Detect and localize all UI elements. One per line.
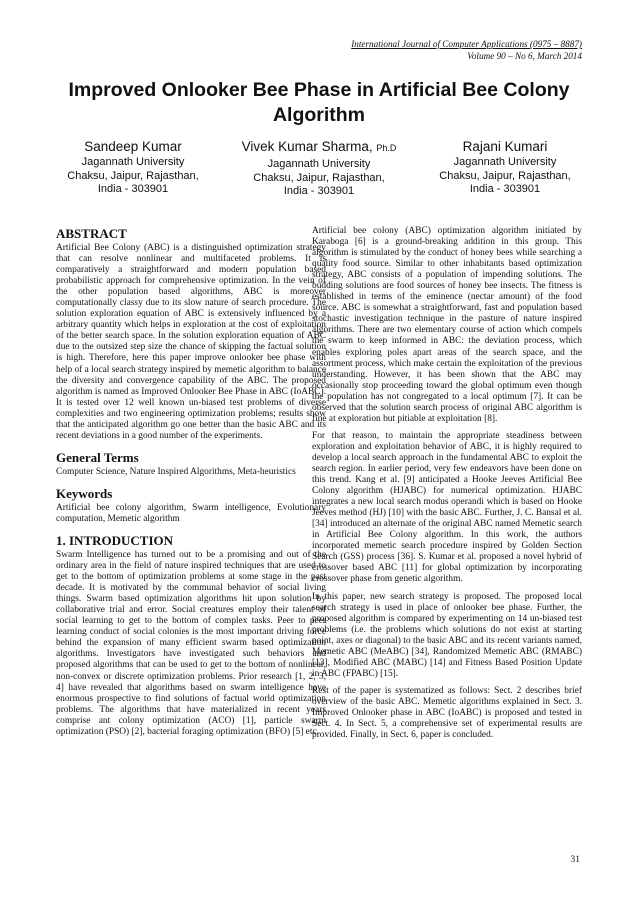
- page-number: 31: [570, 855, 580, 865]
- abstract-heading: ABSTRACT: [56, 226, 127, 241]
- volume-line: Volume 90 – No 6, March 2014: [467, 51, 582, 61]
- right-column: [312, 226, 582, 747]
- author-country: India - 303901: [97, 183, 169, 195]
- author-name: Vivek Kumar Sharma,: [241, 139, 373, 154]
- author-degree: Ph.D: [376, 143, 397, 153]
- body-paragraph: Artificial bee colony (ABC) optimization algorithm initiated by Karaboga [6] is a ground-breaking addition in this group. This algorithm is stimulated by the conduct of honey bees while searching a quality food source. Similar to other inhabitants based optimization strategy, ABC consists of a population of impending solutions. The budding solutions are food sources of honey bee insects. The fitness is established in terms of the eminence (nectar amount) of the food source. ABC is somewhat a straightforward, fast and population based stochastic investigation technique in the pasture of nature inspired algorithms. There are two elementary course of action which compels the swarm to keep informed in ABC: the deviation process, which enables exploring poles apart areas of the search space, and the assortment process, which make certain the exploitation of the previous understanding. However, it has been shown that the ABC may occasionally stop proceeding toward the global optimum even though the population has not congregated to a local optimum [7]. It can be observed that the solution search process of original ABC algorithm is fine at exploration but pitiable at exploitation [8].: [312, 226, 582, 424]
- author-address: Chaksu, Jaipur, Rajasthan,: [439, 169, 571, 182]
- author-name: Sandeep Kumar: [84, 139, 182, 154]
- general-terms-text: Computer Science, Nature Inspired Algorithms, Meta-heuristics: [56, 466, 296, 477]
- introduction-heading: 1. INTRODUCTION: [56, 532, 174, 548]
- author-1: [40, 138, 226, 199]
- introduction-text: Swarm Intelligence has turned out to be a promising and out of the ordinary area in the field of nature inspired techniques that are used to get to the bottom of optimization problems at some stage in the past decade. It is motivated by the communal behavior of social living things. Swarm based optimization algorithms hit upon solution by collaborative trial and error. Social creatures employ their talent of social learning to get to the bottom of complex tasks. Peer to peer learning conduct of social colonies is the most important driving force behind the expansion of many efficient swarm based optimization algorithms. Investigators have investigated such behaviors and proposed algorithms that can be used to get to the bottom of nonlinear, non-convex or discrete optimization problems. Prior research [1, 2, 3, 4] have revealed that algorithms based on swarm intelligence have enormous prospective to find solutions of factual world optimization problems. The algorithms that have materialized in recent years comprise ant colony optimization (ACO) [1], particle swarm optimization (PSO) [2], bacterial foraging optimization (BFO) [5] etc.: [56, 549, 326, 737]
- author-address: Chaksu, Jaipur, Rajasthan,: [253, 171, 385, 184]
- author-affiliation: Jagannath University: [267, 158, 371, 170]
- author-name: Rajani Kumari: [462, 139, 548, 154]
- author-country: India - 303901: [283, 185, 355, 197]
- body-paragraph: In this paper, new search strategy is proposed. The proposed local search strategy is used in place of onlooker bee phase. Further, the proposed algorithm is compared by experimenting on 14 un-biased test problems (i.e. the problems which solutions do not exist at starting point, axes or diagonal) to the basic ABC and its recent variants named, Memetic ABC (MeABC) [34], Randomized Memetic ABC (RMABC) [13], Modified ABC (MABC) [14] and Fitness Based Position Update in ABC (FPABC) [15].: [312, 591, 582, 679]
- body-paragraph: For that reason, to maintain the appropriate steadiness between exploration and exploitation behavior of ABC, it is highly required to develop a local search approach in the fundamental ABC to exploit the search region. In earlier period, very few endeavors have been done on this trend. Kang et al. [9] anticipated a Hooke Jeeves Artificial Bee Colony algorithm (HJABC) for numerical optimization. HJABC integrates a new local search modus operandi which is based on Hooke Jeeves method (HJ) [10] with the basic ABC. Further, J. C. Bansal et al. [34] introduced an alternate of the original ABC named Memetic search in Artificial Bee Colony algorithm. In this work, the authors incorporated memetic search procedure inspired by Golden Section Search (GSS) process [36]. S. Kumar et al. proposed a novel hybrid of crossover based ABC [11] for global optimization by incorporating crossover phase from genetic algorithm.: [312, 430, 582, 585]
- author-2: [226, 138, 412, 199]
- abstract-text: Artificial Bee Colony (ABC) is a distinguished optimization strategy that can resolve nonlinear and multifaceted problems. It is comparatively a straightforward and modern population based probabilistic approach for comprehensive optimization. In the vein of the other population based algorithms, ABC is moreover computationally classy due to its slow nature of search procedure. The solution exploration equation of ABC is extensively influenced by a arbitrary quantity which helps in exploration at the cost of exploitation of the better search space. In the solution exploration equation of ABC due to the outsized step size the chance of skipping the factual solution is high. Therefore, here this paper improve onlooker bee phase with help of a local search strategy inspired by memetic algorithm to balance the diversity and convergence capability of the ABC. The proposed algorithm is named as Improved Onlooker Bee Phase in ABC (IoABC). It is tested over 12 well known un-biased test problems of diverse complexities and two engineering optimization problems; results show that the anticipated algorithm go one better than the basic ABC and its recent deviations in a good number of the experiments.: [56, 243, 326, 441]
- author-affiliation: Jagannath University: [453, 156, 557, 168]
- title-line-2: Algorithm: [272, 104, 366, 126]
- author-3: [412, 138, 598, 199]
- paper-title: [40, 78, 598, 128]
- journal-header: [351, 38, 582, 62]
- author-address: Chaksu, Jaipur, Rajasthan,: [67, 169, 199, 182]
- body-paragraph: Rest of the paper is systematized as follows: Sect. 2 describes brief overview of the basic ABC. Memetic algorithms explained in Sect. 3. Improved Onlooker phase in ABC (IoABC) is proposed and tested in Sect. 4. In Sect. 5, a comprehensive set of experimental results are provided. Finally, in Sect. 6, paper is concluded.: [312, 685, 582, 741]
- keywords-text: Artificial bee colony algorithm, Swarm intelligence, Evolutionary computation, Memetic algorithm: [56, 502, 326, 524]
- title-line-1: Improved Onlooker Bee Phase in Artificial Bee Colony: [68, 79, 570, 101]
- journal-name: International Journal of Computer Applications (0975 – 8887): [351, 39, 582, 49]
- keywords-heading: Keywords: [56, 485, 113, 501]
- general-terms-heading: General Terms: [56, 449, 139, 465]
- author-country: India - 303901: [469, 183, 541, 195]
- author-block: [40, 138, 598, 199]
- author-affiliation: Jagannath University: [81, 156, 185, 168]
- left-column: [56, 226, 326, 744]
